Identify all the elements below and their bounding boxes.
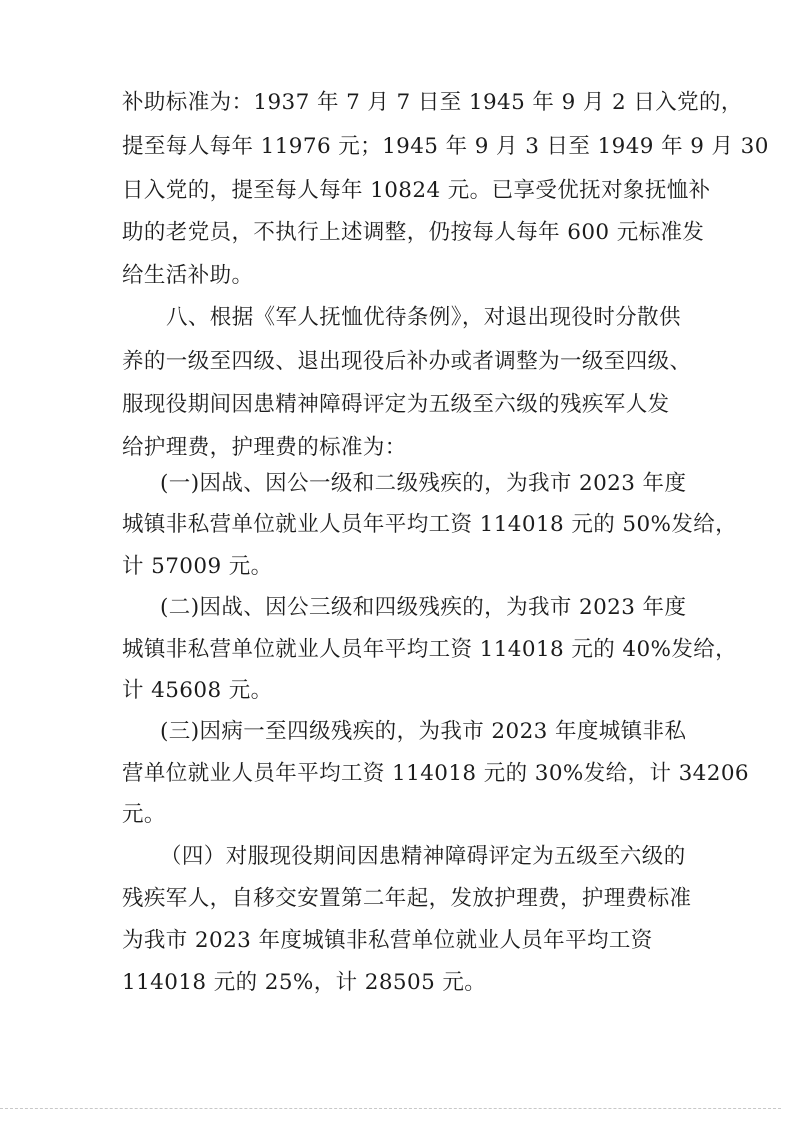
text-line: 营单位就业人员年平均工资 114018 元的 30%发给，计 34206 [122, 761, 749, 786]
text-line: （四）对服现役期间因患精神障碍评定为五级至六级的 [160, 844, 686, 869]
text-line: (一)因战、因公一级和二级残疾的，为我市 2023 年度 [160, 471, 687, 496]
text-line: 给护理费，护理费的标准为： [122, 435, 407, 460]
text-line: 114018 元的 25%，计 28505 元。 [122, 970, 487, 995]
text-line: 计 57009 元。 [122, 554, 273, 579]
text-line: 日入党的，提至每人每年 10824 元。已享受优抚对象抚恤补 [122, 178, 711, 203]
text-line: 为我市 2023 年度城镇非私营单位就业人员年平均工资 [122, 928, 653, 953]
text-line: 提至每人每年 11976 元；1945 年 9 月 3 日至 1949 年 9 月 30 [122, 134, 769, 159]
text-line: 残疾军人，自移交安置第二年起，发放护理费，护理费标准 [122, 886, 692, 911]
text-line: 服现役期间因患精神障碍评定为五级至六级的残疾军人发 [122, 392, 670, 417]
text-line: 计 45608 元。 [122, 678, 273, 703]
text-line: 城镇非私营单位就业人员年平均工资 114018 元的 50%发给， [122, 512, 738, 537]
text-line: 八、根据《军人抚恤优待条例》，对退出现役时分散供 [166, 305, 681, 330]
text-line: (三)因病一至四级残疾的，为我市 2023 年度城镇非私 [160, 719, 687, 744]
text-line: 城镇非私营单位就业人员年平均工资 114018 元的 40%发给， [122, 637, 738, 662]
text-line: 养的一级至四级、退出现役后补办或者调整为一级至四级、 [122, 349, 692, 374]
text-line: (二)因战、因公三级和四级残疾的，为我市 2023 年度 [160, 595, 687, 620]
text-line: 助的老党员，不执行上述调整，仍按每人每年 600 元标准发 [122, 220, 705, 245]
text-line: 补助标准为：1937 年 7 月 7 日至 1945 年 9 月 2 日入党的， [122, 90, 743, 115]
text-line: 元。 [122, 802, 166, 827]
text-line: 给生活补助。 [122, 263, 254, 288]
bottom-divider [0, 1108, 781, 1109]
